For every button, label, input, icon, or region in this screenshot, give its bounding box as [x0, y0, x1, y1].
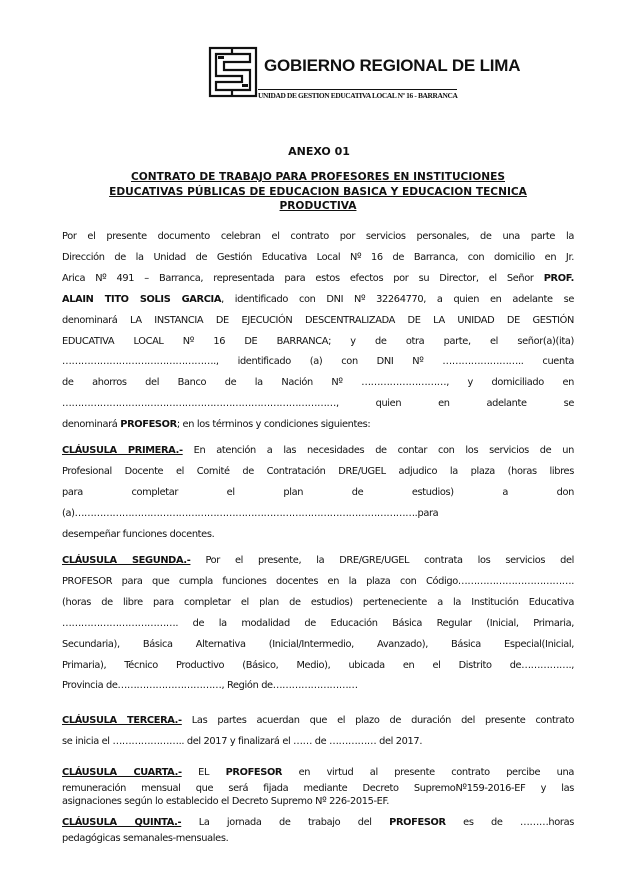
org-name: GOBIERNO REGIONAL DE LIMA: [264, 56, 521, 75]
document-title: [66, 170, 570, 214]
text-line: ………………………………. de la modalidad de Educación Básica Regular (Inicial, Primaria,: [62, 617, 574, 629]
clausula-quinta: [62, 815, 574, 845]
text-line: Por el presente documento celebran el contrato por servicios personales, de una parte la: [62, 231, 574, 242]
text-line: EDUCATIVA LOCAL Nº 16 DE BARRANCA; y de otra parte, el señor(a)(ita): [62, 335, 574, 347]
text-line: denominará PROFESOR; en los términos y condiciones siguientes:: [62, 419, 371, 431]
text-line: CLÁUSULA SEGUNDA.- Por el presente, la DRE/GRE/UGEL contrata los servicios del: [62, 555, 574, 566]
header-logo: [208, 46, 521, 104]
gobierno-regional-emblem-icon: [208, 46, 258, 98]
clause-heading: CLÁUSULA SEGUNDA.-: [62, 555, 191, 566]
text-line: Dirección de la Unidad de Gestión Educativa Local Nº 16 de Barranca, con domicilio en Jr.: [62, 251, 574, 263]
text-line: denominará LA INSTANCIA DE EJECUCIÓN DESCENTRALIZADA DE LA UNIDAD DE GESTIÓN: [62, 314, 574, 326]
text-line: Provincia de……………………………, Región de………………………: [62, 680, 358, 692]
text-line: Secundaria), Básica Alternativa (Inicial/Intermedio, Avanzado), Básica Especial(Inicial,: [62, 638, 574, 650]
text-line: de ahorros del Banco de la Nación Nº ………………………, y domiciliado en: [62, 377, 574, 389]
text-line: pedagógicas semanales-mensuales.: [62, 832, 229, 844]
text-line: ……………………………………………………………………………, quien en adelante se: [62, 398, 574, 410]
text-line: Primaria), Técnico Productivo (Básico, Medio), ubicada en el Distrito de…………….,: [62, 659, 574, 671]
text-line: …………………………………………., identificado (a) con DNI Nº …………………….. cuenta: [62, 356, 574, 368]
text-line: remuneración mensual que será fijada mediante Decreto SupremoNº159-2016-EF y las: [62, 782, 574, 794]
text-line: CLÁUSULA QUINTA.- La jornada de trabajo del PROFESOR es de ………horas: [62, 817, 574, 828]
title-line: CONTRATO DE TRABAJO PARA PROFESORES EN INSTITUCIONES: [131, 171, 505, 183]
clause-heading: CLÁUSULA TERCERA.-: [62, 715, 182, 726]
text-line: desempeñar funciones docentes.: [62, 528, 215, 540]
unit-name: UNIDAD DE GESTION EDUCATIVA LOCAL Nº 16 - BARRANCA: [258, 91, 458, 100]
text-line: para completar el plan de estudios) a don: [62, 486, 574, 498]
clausula-cuarta: [62, 765, 574, 809]
clause-heading: CLÁUSULA QUINTA.-: [62, 817, 182, 828]
clausula-segunda: [62, 551, 574, 697]
clause-heading: CLÁUSULA CUARTA.-: [62, 767, 182, 778]
text-line: PROFESOR para que cumpla funciones docentes en la plaza con Código……………………………….: [62, 575, 574, 587]
text-line: CLÁUSULA CUARTA.- EL PROFESOR en virtud al presente contrato percibe una: [62, 767, 574, 778]
text-line: (a)……………………………………………………………………………………………….para: [62, 507, 439, 519]
text-line: CLÁUSULA TERCERA.- Las partes acuerdan que el plazo de duración del presente contrato: [62, 715, 575, 726]
title-line: PRODUCTIVA: [279, 200, 357, 212]
clausula-primera: [62, 441, 574, 546]
text-line: (horas de libre para completar el plan de estudios) perteneciente a la Institución Educativa: [62, 596, 574, 608]
text-line: Arica Nº 491 – Barranca, representada para estos efectos por su Director, el Señor PROF.: [62, 272, 574, 284]
intro-paragraph: [62, 227, 574, 436]
text-line: asignaciones según lo establecido el Decreto Supremo Nº 226-2015-EF.: [62, 796, 389, 808]
clause-heading: CLÁUSULA PRIMERA.-: [62, 445, 183, 456]
text-line: se inicia el ………………….. del 2017 y finalizará el …… de …………… del 2017.: [62, 735, 423, 747]
text-line: Profesional Docente el Comité de Contratación DRE/UGEL adjudico la plaza (horas libres: [62, 465, 574, 477]
text-line: ALAIN TITO SOLIS GARCIA, identificado con DNI Nº 32264770, a quien en adelante se: [62, 293, 574, 305]
annex-label: ANEXO 01: [288, 145, 350, 158]
clausula-tercera: [62, 711, 574, 753]
text-line: CLÁUSULA PRIMERA.- En atención a las necesidades de contar con los servicios de un: [62, 445, 574, 456]
title-line: EDUCATIVAS PÚBLICAS DE EDUCACION BASICA Y EDUCACION TECNICA: [109, 185, 527, 198]
